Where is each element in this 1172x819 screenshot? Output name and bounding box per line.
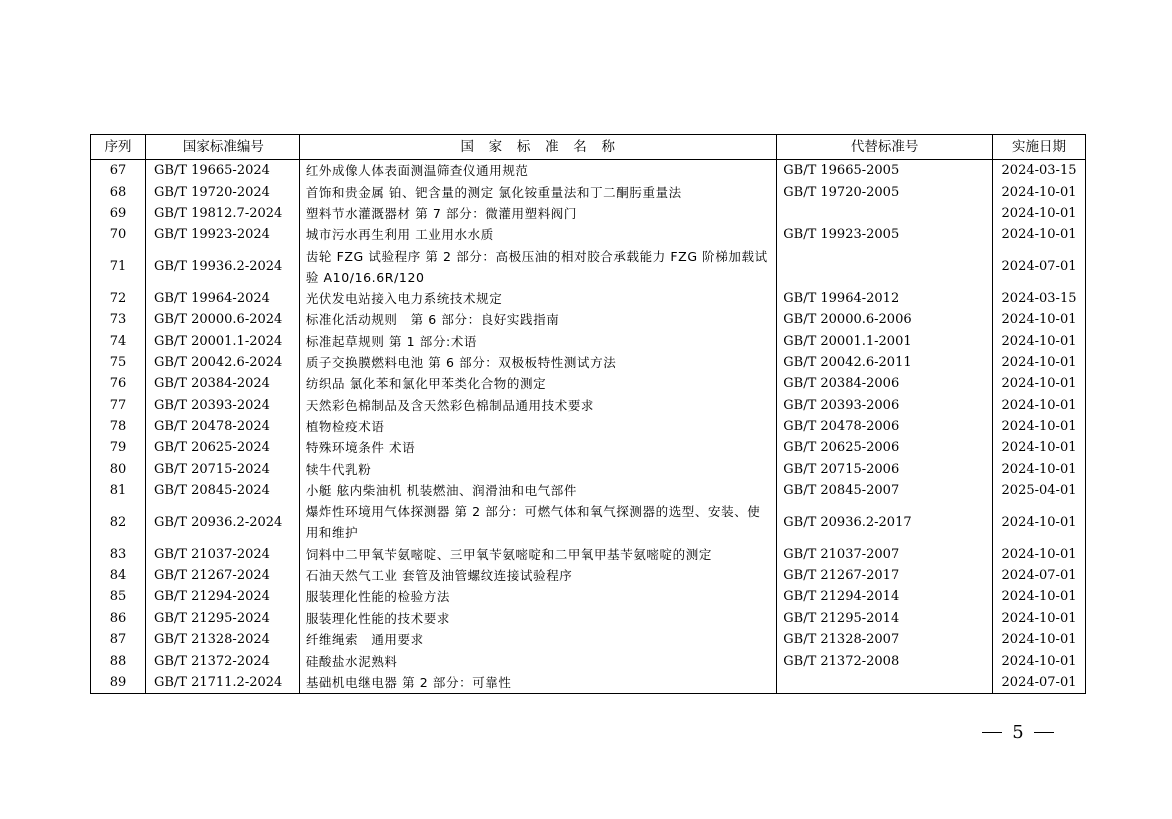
row-date: 2024-10-01: [993, 203, 1086, 224]
row-standard-name: 质子交换膜燃料电池 第 6 部分：双极板特性测试方法: [299, 352, 776, 373]
row-standard-code: GB/T 20478-2024: [145, 416, 299, 437]
row-replaces: [777, 672, 993, 694]
row-replaces: GB/T 20478-2006: [777, 416, 993, 437]
table-row: [91, 288, 1086, 309]
row-seq: 67: [91, 160, 146, 182]
row-standard-name: 植物检疫术语: [299, 416, 776, 437]
row-standard-name: 特殊环境条件 术语: [299, 437, 776, 458]
row-seq: 85: [91, 586, 146, 607]
row-standard-code: GB/T 19964-2024: [145, 288, 299, 309]
row-date: 2024-10-01: [993, 181, 1086, 202]
row-seq: 69: [91, 203, 146, 224]
row-standard-name: 爆炸性环境用气体探测器 第 2 部分：可燃气体和氧气探测器的选型、安装、使用和维护: [299, 501, 776, 543]
row-standard-code: GB/T 19720-2024: [145, 181, 299, 202]
row-seq: 87: [91, 629, 146, 650]
row-seq: 82: [91, 501, 146, 543]
row-standard-code: GB/T 20042.6-2024: [145, 352, 299, 373]
header-name: 国 家 标 准 名 称: [299, 135, 776, 160]
table-row: [91, 608, 1086, 629]
row-standard-code: GB/T 21294-2024: [145, 586, 299, 607]
row-seq: 86: [91, 608, 146, 629]
row-standard-name: 光伏发电站接入电力系统技术规定: [299, 288, 776, 309]
row-standard-code: GB/T 20936.2-2024: [145, 501, 299, 543]
row-date: 2024-10-01: [993, 395, 1086, 416]
table-row: [91, 224, 1086, 245]
row-standard-code: GB/T 21328-2024: [145, 629, 299, 650]
row-replaces: GB/T 20384-2006: [777, 373, 993, 394]
row-standard-code: GB/T 19665-2024: [145, 160, 299, 182]
row-standard-name: 天然彩色棉制品及含天然彩色棉制品通用技术要求: [299, 395, 776, 416]
row-standard-name: 标准化活动规则 第 6 部分：良好实践指南: [299, 309, 776, 330]
row-date: 2024-10-01: [993, 586, 1086, 607]
page-number-text: 5: [1012, 721, 1024, 743]
row-seq: 75: [91, 352, 146, 373]
header-date: 实施日期: [993, 135, 1086, 160]
table-row: [91, 543, 1086, 564]
row-replaces: GB/T 20936.2-2017: [777, 501, 993, 543]
row-standard-name: 硅酸盐水泥熟料: [299, 650, 776, 671]
row-replaces: GB/T 21294-2014: [777, 586, 993, 607]
row-standard-code: GB/T 19923-2024: [145, 224, 299, 245]
row-date: 2024-10-01: [993, 416, 1086, 437]
row-date: 2024-10-01: [993, 501, 1086, 543]
row-standard-code: GB/T 20393-2024: [145, 395, 299, 416]
row-seq: 84: [91, 565, 146, 586]
row-date: 2024-10-01: [993, 543, 1086, 564]
row-replaces: GB/T 21295-2014: [777, 608, 993, 629]
table-header-row: [91, 135, 1086, 160]
row-standard-code: GB/T 20000.6-2024: [145, 309, 299, 330]
row-standard-code: GB/T 20001.1-2024: [145, 330, 299, 351]
row-standard-name: 基础机电继电器 第 2 部分：可靠性: [299, 672, 776, 694]
table-row: [91, 181, 1086, 202]
table-row: [91, 672, 1086, 694]
row-standard-name: 塑料节水灌溉器材 第 7 部分：微灌用塑料阀门: [299, 203, 776, 224]
row-replaces: GB/T 20042.6-2011: [777, 352, 993, 373]
row-standard-code: GB/T 19936.2-2024: [145, 246, 299, 288]
row-standard-name: 服装理化性能的检验方法: [299, 586, 776, 607]
table-row: [91, 330, 1086, 351]
table-row: [91, 565, 1086, 586]
header-seq: 序列: [91, 135, 146, 160]
table-row: [91, 203, 1086, 224]
row-replaces: GB/T 20845-2007: [777, 480, 993, 501]
row-standard-name: 红外成像人体表面测温筛查仪通用规范: [299, 160, 776, 182]
row-date: 2024-10-01: [993, 352, 1086, 373]
table-row: [91, 373, 1086, 394]
table-row: [91, 650, 1086, 671]
table-row: [91, 501, 1086, 543]
row-seq: 73: [91, 309, 146, 330]
row-replaces: GB/T 20000.6-2006: [777, 309, 993, 330]
row-standard-name: 小艇 舷内柴油机 机装燃油、润滑油和电气部件: [299, 480, 776, 501]
row-date: 2024-10-01: [993, 608, 1086, 629]
table-row: [91, 309, 1086, 330]
row-seq: 78: [91, 416, 146, 437]
row-seq: 70: [91, 224, 146, 245]
table-row: [91, 352, 1086, 373]
table-row: [91, 160, 1086, 182]
row-standard-name: 饲料中二甲氧苄氨嘧啶、三甲氧苄氨嘧啶和二甲氧甲基苄氨嘧啶的测定: [299, 543, 776, 564]
row-date: 2024-10-01: [993, 459, 1086, 480]
row-replaces: GB/T 20001.1-2001: [777, 330, 993, 351]
row-standard-code: GB/T 20625-2024: [145, 437, 299, 458]
row-date: 2024-07-01: [993, 565, 1086, 586]
table-row: [91, 629, 1086, 650]
row-standard-code: GB/T 21295-2024: [145, 608, 299, 629]
row-seq: 83: [91, 543, 146, 564]
row-replaces: GB/T 21328-2007: [777, 629, 993, 650]
row-replaces: GB/T 20625-2006: [777, 437, 993, 458]
row-seq: 88: [91, 650, 146, 671]
row-date: 2025-04-01: [993, 480, 1086, 501]
row-date: 2024-10-01: [993, 629, 1086, 650]
row-standard-code: GB/T 21267-2024: [145, 565, 299, 586]
table-row: [91, 395, 1086, 416]
header-replaces: 代替标准号: [777, 135, 993, 160]
row-replaces: GB/T 20393-2006: [777, 395, 993, 416]
row-replaces: GB/T 21267-2017: [777, 565, 993, 586]
row-standard-code: GB/T 21037-2024: [145, 543, 299, 564]
header-code: 国家标准编号: [145, 135, 299, 160]
row-seq: 72: [91, 288, 146, 309]
standards-table: [90, 134, 1086, 694]
table-row: [91, 586, 1086, 607]
row-replaces: [777, 203, 993, 224]
row-seq: 89: [91, 672, 146, 694]
row-seq: 81: [91, 480, 146, 501]
page-dash-left: [982, 732, 1002, 733]
row-date: 2024-10-01: [993, 224, 1086, 245]
row-standard-name: 齿轮 FZG 试验程序 第 2 部分：高极压油的相对胶合承载能力 FZG 阶梯加载试验 A10/16.6R/120: [299, 246, 776, 288]
row-standard-code: GB/T 21711.2-2024: [145, 672, 299, 694]
row-seq: 68: [91, 181, 146, 202]
page-number: [982, 720, 1054, 744]
row-date: 2024-10-01: [993, 330, 1086, 351]
table-row: [91, 480, 1086, 501]
row-standard-code: GB/T 21372-2024: [145, 650, 299, 671]
row-standard-name: 首饰和贵金属 铂、钯含量的测定 氯化铵重量法和丁二酮肟重量法: [299, 181, 776, 202]
table-row: [91, 437, 1086, 458]
row-replaces: GB/T 21037-2007: [777, 543, 993, 564]
row-standard-code: GB/T 19812.7-2024: [145, 203, 299, 224]
table-row: [91, 416, 1086, 437]
page-dash-right: [1034, 732, 1054, 733]
row-replaces: GB/T 20715-2006: [777, 459, 993, 480]
table-row: [91, 246, 1086, 288]
row-standard-name: 石油天然气工业 套管及油管螺纹连接试验程序: [299, 565, 776, 586]
row-replaces: [777, 246, 993, 288]
row-replaces: GB/T 19665-2005: [777, 160, 993, 182]
row-date: 2024-10-01: [993, 437, 1086, 458]
row-date: 2024-03-15: [993, 160, 1086, 182]
row-standard-name: 纤维绳索 通用要求: [299, 629, 776, 650]
row-standard-code: GB/T 20715-2024: [145, 459, 299, 480]
row-standard-name: 标准起草规则 第 1 部分:术语: [299, 330, 776, 351]
row-seq: 79: [91, 437, 146, 458]
row-standard-name: 犊牛代乳粉: [299, 459, 776, 480]
row-standard-name: 服装理化性能的技术要求: [299, 608, 776, 629]
row-date: 2024-10-01: [993, 373, 1086, 394]
row-seq: 71: [91, 246, 146, 288]
row-date: 2024-03-15: [993, 288, 1086, 309]
row-standard-name: 纺织品 氯化苯和氯化甲苯类化合物的测定: [299, 373, 776, 394]
row-replaces: GB/T 21372-2008: [777, 650, 993, 671]
row-seq: 74: [91, 330, 146, 351]
row-replaces: GB/T 19923-2005: [777, 224, 993, 245]
row-standard-code: GB/T 20845-2024: [145, 480, 299, 501]
row-date: 2024-10-01: [993, 650, 1086, 671]
row-standard-name: 城市污水再生利用 工业用水水质: [299, 224, 776, 245]
row-seq: 77: [91, 395, 146, 416]
row-date: 2024-07-01: [993, 246, 1086, 288]
row-seq: 76: [91, 373, 146, 394]
row-date: 2024-10-01: [993, 309, 1086, 330]
row-standard-code: GB/T 20384-2024: [145, 373, 299, 394]
row-replaces: GB/T 19720-2005: [777, 181, 993, 202]
row-replaces: GB/T 19964-2012: [777, 288, 993, 309]
row-date: 2024-07-01: [993, 672, 1086, 694]
row-seq: 80: [91, 459, 146, 480]
table-row: [91, 459, 1086, 480]
